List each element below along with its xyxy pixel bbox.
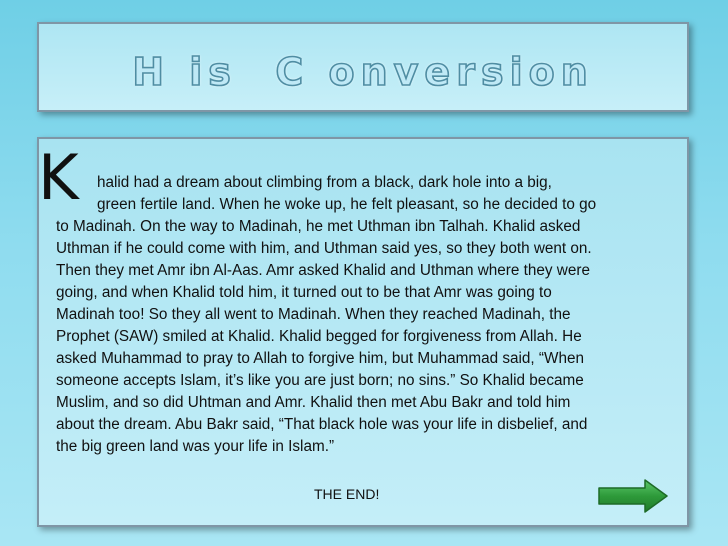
title-box [37, 22, 689, 112]
the-end-label: THE END! [314, 486, 380, 502]
paragraph-line: someone accepts Islam, it’s like you are just born; no sins.” So Khalid became [56, 372, 584, 389]
right-arrow-icon [597, 478, 669, 514]
paragraph-line: going, and when Khalid told him, it turned out to be that Amr was going to [56, 284, 552, 301]
drop-cap: K [38, 141, 79, 214]
paragraph-line: halid had a dream about climbing from a black, dark hole into a big, [97, 174, 552, 191]
paragraph-line: to Madinah. On the way to Madinah, he met Uthman ibn Talhah. Khalid asked [56, 218, 581, 235]
paragraph-line: Uthman if he could come with him, and Uthman said yes, so they both went on. [56, 240, 592, 257]
paragraph-line: Madinah too! So they all went to Madinah. When they reached Madinah, the [56, 306, 571, 323]
paragraph-line: the big green land was your life in Islam.” [56, 438, 335, 455]
paragraph-line: Muslim, and so did Uhtman and Amr. Khalid then met Abu Bakr and told him [56, 394, 571, 411]
paragraph-line: Then they met Amr ibn Al-Aas. Amr asked Khalid and Uthman where they were [56, 262, 590, 279]
paragraph-line: asked Muhammad to pray to Allah to forgive him, but Muhammad said, “When [56, 350, 584, 367]
paragraph-line: about the dream. Abu Bakr said, “That black hole was your life in disbelief, and [56, 416, 588, 433]
paragraph-line: green fertile land. When he woke up, he felt pleasant, so he decided to go [97, 196, 597, 213]
paragraph-line: Prophet (SAW) smiled at Khalid. Khalid begged for forgiveness from Allah. He [56, 328, 582, 345]
next-slide-button[interactable] [597, 478, 669, 514]
slide-title: H is C onversion [132, 50, 594, 94]
